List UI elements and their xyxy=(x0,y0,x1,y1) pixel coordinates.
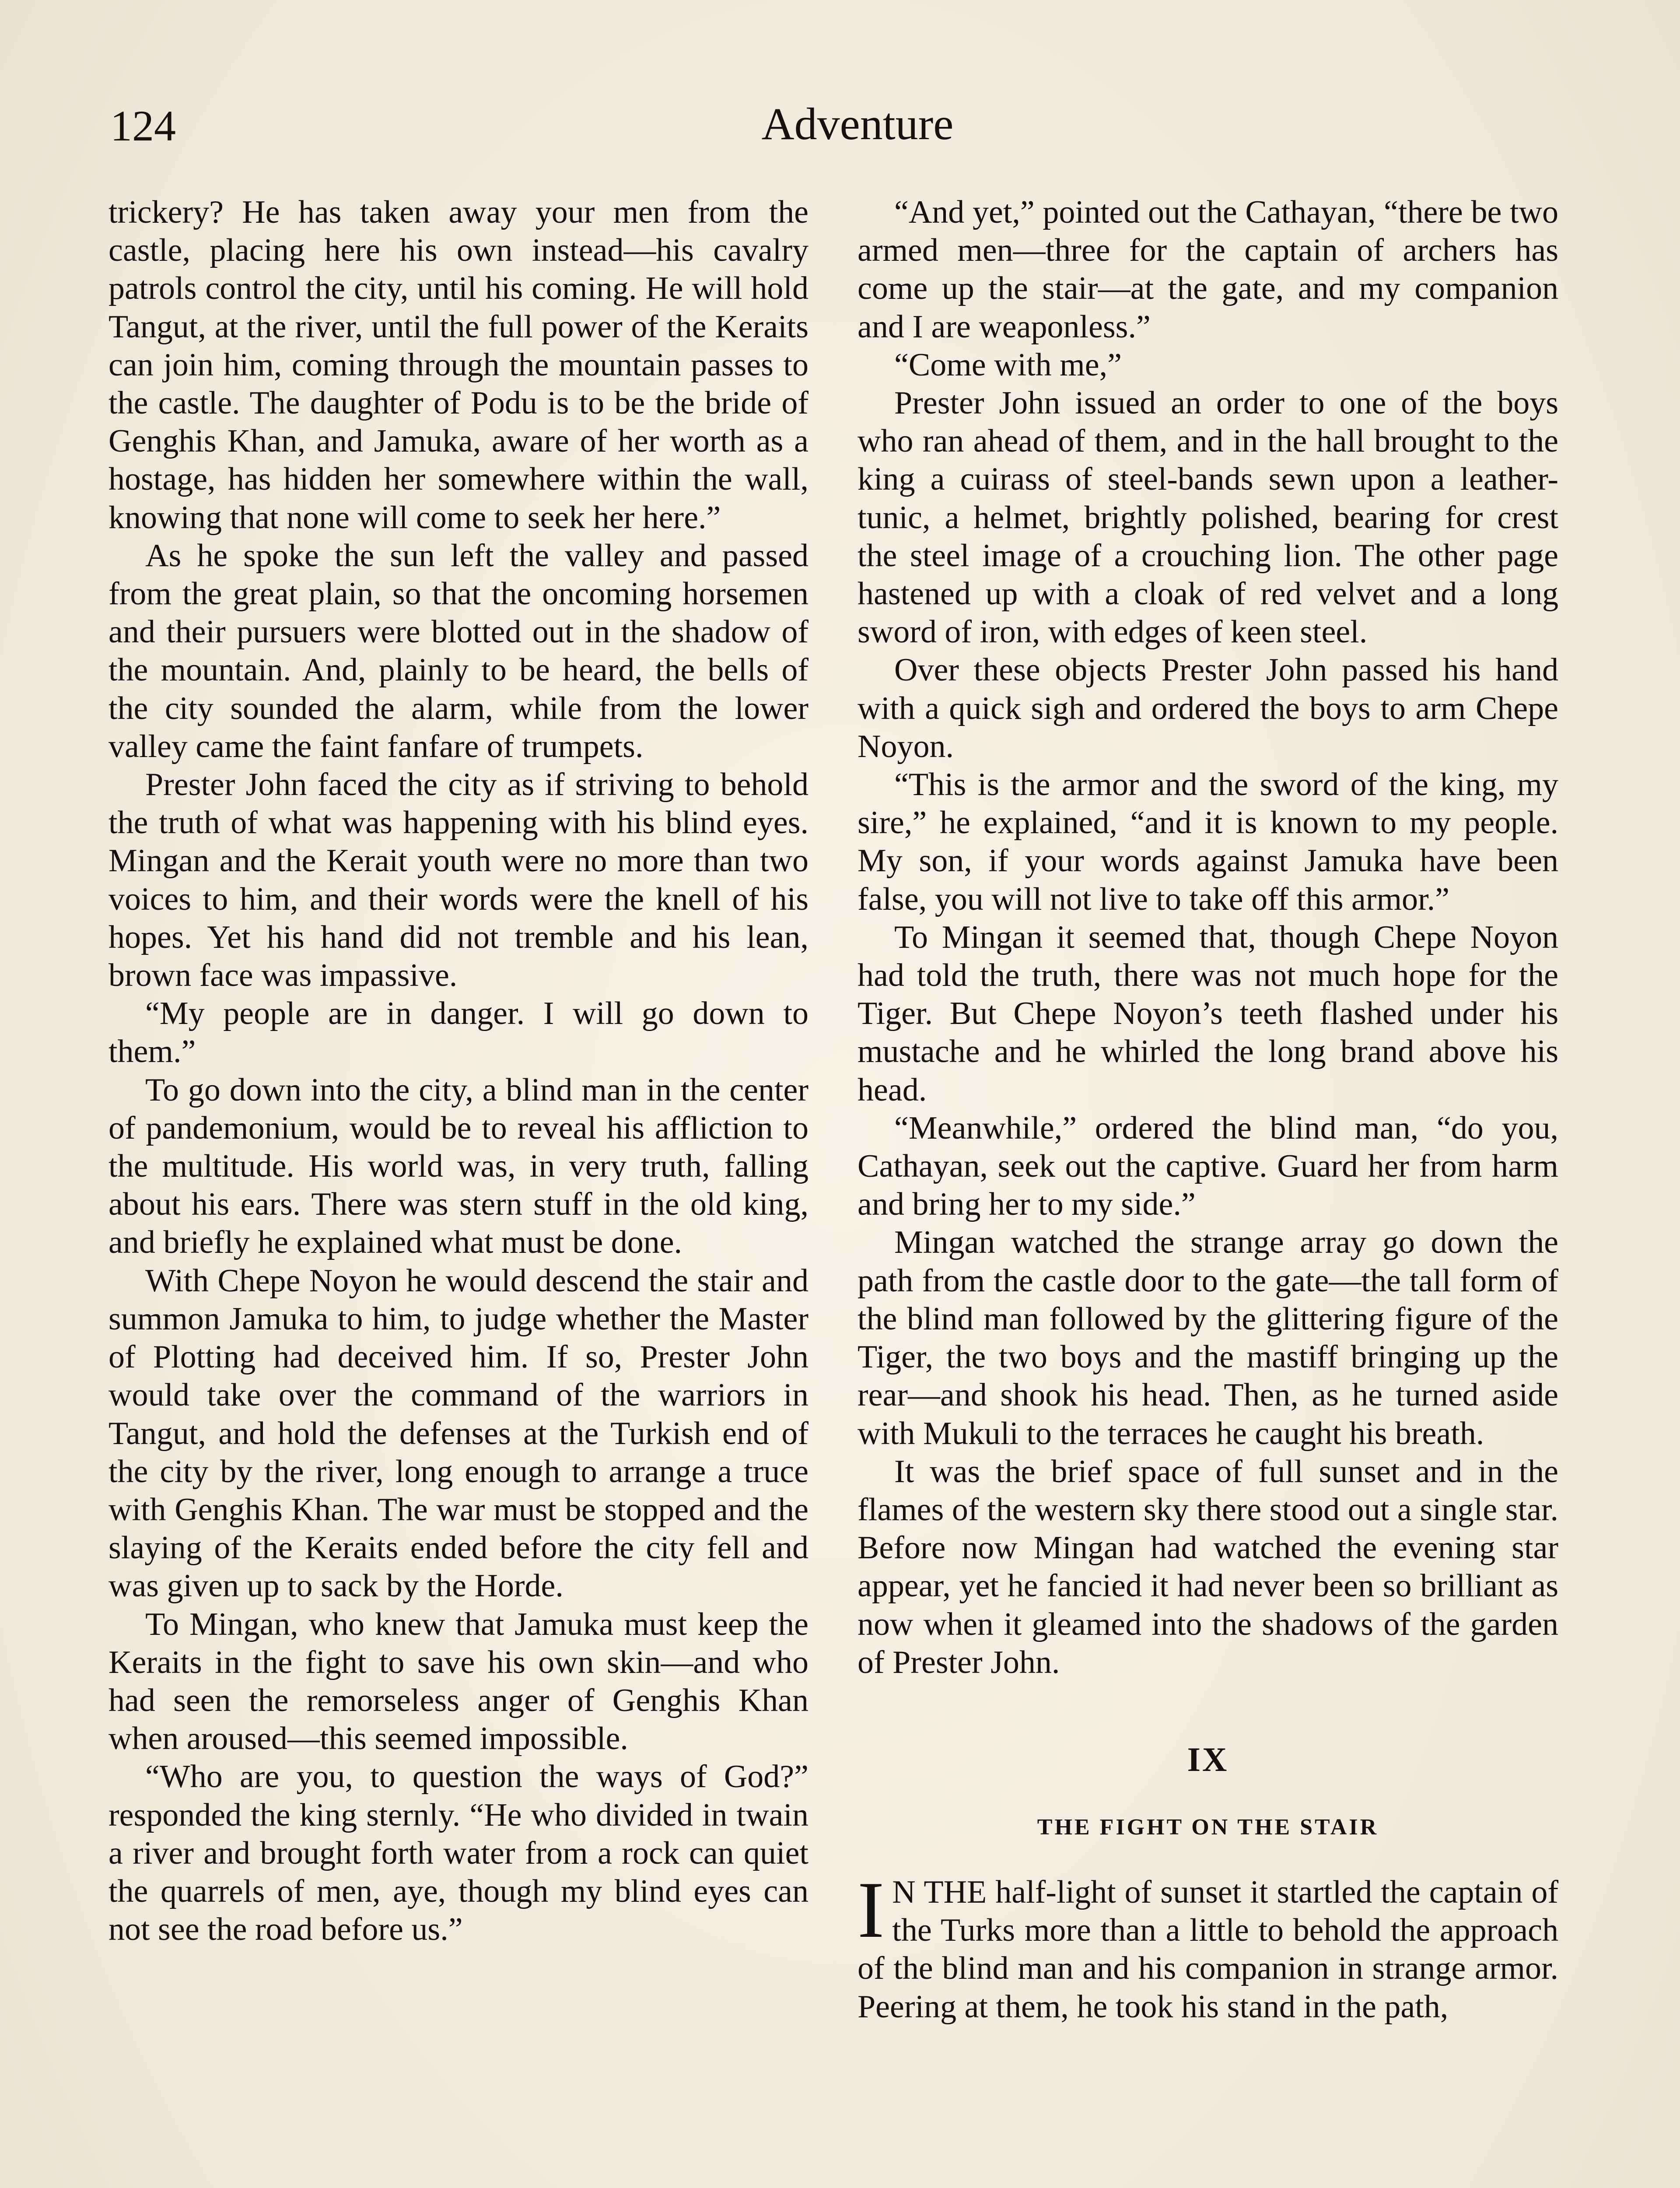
paragraph: trickery? He has taken away your men from the castle, placing here his own instead—his cavalry patrols control the city, until his coming. He will hold Tangut, at the river, until the full power of the Keraits can join him, coming through the mountain passes to the castle. The daughter of Podu is to be the bride of Genghis Khan, and Jamuka, aware of her worth as a hostage, has hidden her somewhere within the wall, knowing that none will come to seek her here.” xyxy=(108,194,808,536)
paragraph: “This is the armor and the sword of the king, my sire,” he explained, “and it is known to my people. My son, if your words against Jamuka have been false, you will not live to take off this armor.” xyxy=(858,767,1558,917)
chapter-title: THE FIGHT ON THE STAIR xyxy=(1037,1814,1379,1840)
chapter-opening-text: N THE half-light of sunset it startled the captain of the Turks more than a little to behold the approach of the blind man and his companion in strange armor. Peering at them, he took his stand in the path, xyxy=(858,1874,1558,2025)
paragraph: “Who are you, to question the ways of God?” responded the king sternly. “He who divided in twain a river and brought forth water from a rock can quiet the quarrels of men, aye, though my blind eyes can not see the road before us.” xyxy=(108,1759,808,1948)
page-number: 124 xyxy=(110,102,176,150)
paragraph: With Chepe Noyon he would descend the stair and summon Jamuka to him, to judge whether the Master of Plotting had deceived him. If so, Prester John would take over the command of the warriors in Tangut, and hold the defenses at the Turkish end of the city by the river, long enough to arrange a truce with Genghis Khan. The war must be stopped and the slaying of the Keraits ended before the city fell and was given up to sack by the Horde. xyxy=(108,1262,808,1604)
paragraph: Mingan watched the strange array go down the path from the castle door to the gate—the tall form of the blind man followed by the glittering figure of the Tiger, the two boys and the mastiff bringing up the rear—and shook his head. Then, as he turned aside with Mukuli to the terraces he caught his breath. xyxy=(858,1224,1558,1452)
paragraph: Prester John issued an order to one of the boys who ran ahead of them, and in the hall brought to the king a cuirass of steel-bands sewn upon a leather-tunic, a helmet, brightly polished, bearing for crest the steel image of a crouching lion. The other page hastened up with a cloak of red velvet and a long sword of iron, with edges of keen steel. xyxy=(858,385,1558,650)
paragraph: Prester John faced the city as if striving to behold the truth of what was happening with his blind eyes. Mingan and the Kerait youth were no more than two voices to him, and their words were the knell of his hopes. Yet his hand did not tremble and his lean, brown face was impassive. xyxy=(108,767,808,994)
paragraph: To go down into the city, a blind man in the center of pandemonium, would be to reveal his affliction to the multitude. His world was, in very truth, falling about his ears. There was stern stuff in the old king, and briefly he explained what must be done. xyxy=(108,1072,808,1261)
paragraph: To Mingan, who knew that Jamuka must keep the Keraits in the fight to save his own skin—and who had seen the remorseless anger of Genghis Khan when aroused—this seemed impossible. xyxy=(108,1606,808,1757)
paragraph: “Meanwhile,” ordered the blind man, “do you, Cathayan, seek out the captive. Guard her from harm and bring her to my side.” xyxy=(858,1110,1558,1223)
paragraph: “Come with me,” xyxy=(894,347,1122,383)
right-column xyxy=(858,193,1558,2026)
chapter-number: IX xyxy=(1187,1740,1229,1778)
paragraph: Over these objects Prester John passed his hand with a quick sigh and ordered the boys to arm Chepe Noyon. xyxy=(858,652,1558,764)
paragraph: “And yet,” pointed out the Cathayan, “there be two armed men—three for the captain of archers has come up the stair—at the gate, and my companion and I are weaponless.” xyxy=(858,194,1558,345)
left-column xyxy=(108,193,808,1949)
paragraph: As he spoke the sun left the valley and passed from the great plain, so that the oncoming horsemen and their pursuers were blotted out in the shadow of the mountain. And, plainly to be heard, the bells of the city sounded the alarm, while from the lower valley came the faint fanfare of trumpets. xyxy=(108,537,808,764)
chapter-opening-paragraph xyxy=(858,1865,1558,2026)
paragraph: “My people are in danger. I will go down to them.” xyxy=(108,996,808,1070)
magazine-title: Adventure xyxy=(761,99,954,149)
drop-cap: I xyxy=(858,1865,885,1954)
paragraph: To Mingan it seemed that, though Chepe Noyon had told the truth, there was not much hope for the Tiger. But Chepe Noyon’s teeth flashed under his mustache and he whirled the long brand above his head. xyxy=(858,919,1558,1108)
paragraph: It was the brief space of full sunset and in the flames of the western sky there stood out a single star. Before now Mingan had watched the evening star appear, yet he fancied it had never been so brilliant as now when it gleamed into the shadows of the garden of Prester John. xyxy=(858,1453,1558,1680)
